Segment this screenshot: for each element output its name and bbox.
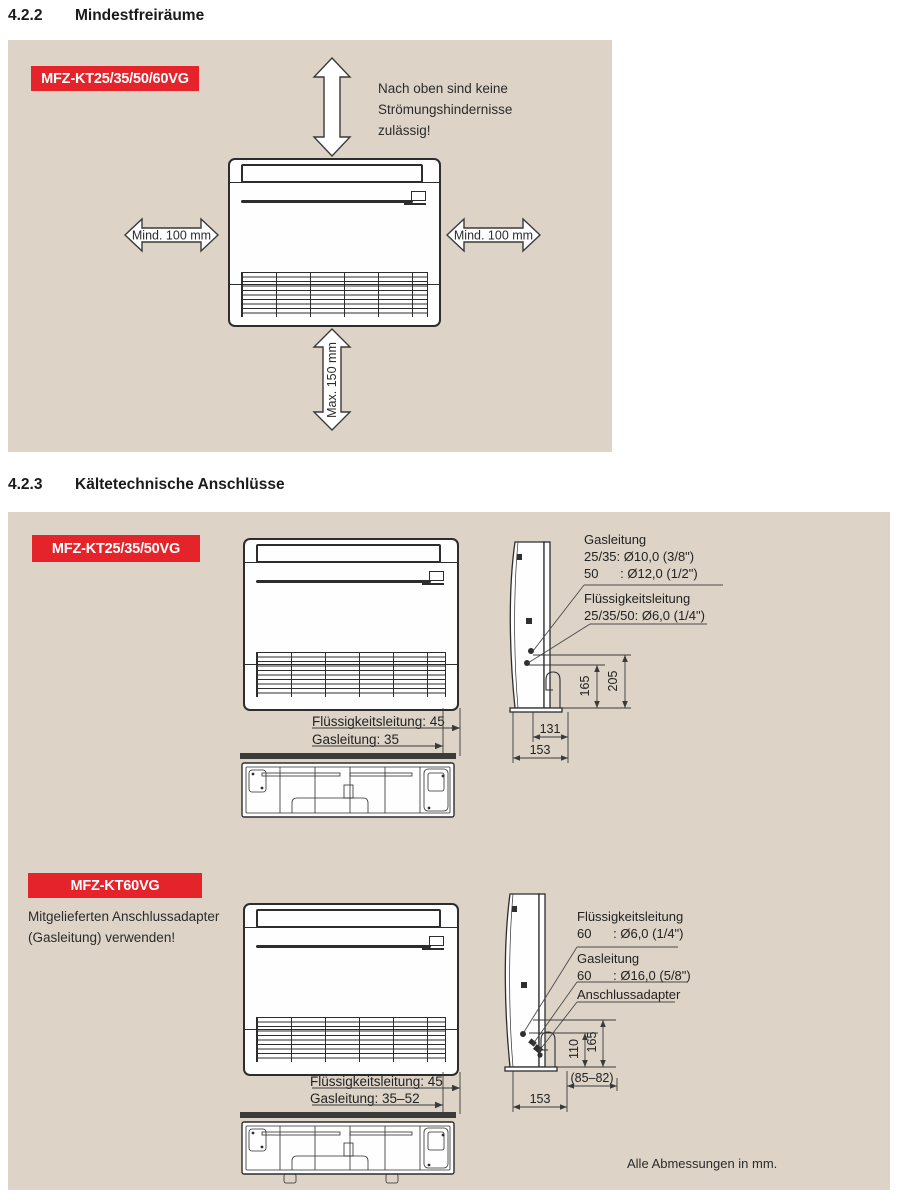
left-clearance-label: Mind. 100 mm (131, 228, 212, 243)
front-panel-groove (256, 580, 431, 583)
front-panel-groove (256, 945, 431, 948)
dimensions-note: Alle Abmessungen in mm. (627, 1156, 778, 1171)
section-number: 4.2.2 (8, 7, 43, 24)
heading-kaeltetechnische-anschluesse (8, 476, 285, 494)
section-number: 4.2.3 (8, 476, 43, 493)
gas-offset-label: Gasleitung: 35–52 (310, 1091, 420, 1106)
left-clearance-arrow-icon (125, 217, 218, 253)
section-title: Mindestfreiräume (75, 7, 205, 24)
indoor-unit-front-view (228, 158, 441, 327)
top-clearance-arrow-icon (310, 58, 354, 156)
dim-85-82: (85–82) (570, 1071, 614, 1085)
display-unit (429, 936, 444, 946)
indoor-unit-front-view (243, 903, 459, 1076)
liquid-pipe-size: 25/35/50: Ø6,0 (1/4") (584, 608, 705, 623)
gas-pipe-title: Gasleitung (584, 532, 647, 547)
model-badge: MFZ-KT60VG (28, 873, 202, 898)
air-intake-grille (241, 272, 428, 317)
dim-153: 153 (529, 743, 551, 757)
dim-153: 153 (529, 1092, 551, 1106)
note-line: Nach oben sind keine (378, 81, 508, 96)
air-outlet-vent (256, 544, 441, 563)
pipe-labels (584, 531, 705, 624)
clearance-panel (8, 40, 612, 452)
liquid-pipe-title: Flüssigkeitsleitung (577, 909, 684, 924)
dim-110: 110 (567, 1039, 581, 1059)
air-outlet-vent (256, 909, 441, 928)
liquid-offset-label: Flüssigkeitsleitung: 45 (312, 714, 445, 729)
gas-pipe-size: 60 : Ø16,0 (5/8") (577, 968, 691, 983)
display-underline (404, 203, 426, 205)
bottom-view-drawing (238, 1110, 458, 1190)
air-intake-grille (256, 1017, 446, 1062)
note-line: (Gasleitung) verwenden! (28, 930, 176, 945)
gas-pipe-size-50: 50 : Ø12,0 (1/2") (584, 566, 698, 581)
air-outlet-vent (241, 164, 423, 183)
liquid-offset-label: Flüssigkeitsleitung: 45 (310, 1074, 443, 1089)
gas-pipe-title: Gasleitung (577, 951, 640, 966)
liquid-pipe-size: 60 : Ø6,0 (1/4") (577, 926, 684, 941)
display-unit (411, 191, 426, 201)
right-clearance-label: Mind. 100 mm (453, 228, 534, 243)
dim-165: 165 (585, 1031, 599, 1053)
panel-seam-line (229, 182, 440, 183)
air-intake-grille (256, 652, 446, 697)
display-underline (422, 948, 444, 950)
bottom-view-drawing (238, 751, 458, 831)
panel-seam-line (244, 927, 458, 928)
dim-165: 165 (578, 675, 592, 697)
note-line: zulässig! (378, 123, 431, 138)
pipe-offset-dim-lines (300, 708, 475, 756)
pipe-labels (577, 908, 691, 1003)
heading-mindestfreiraeume (8, 7, 204, 25)
note-line: Mitgelieferten Anschlussadapter (28, 909, 220, 924)
front-panel-groove (241, 200, 413, 203)
pipe-offset-dim-lines (300, 1072, 475, 1114)
dim-205: 205 (606, 670, 620, 692)
right-clearance-arrow-icon (447, 217, 540, 253)
model-badge: MFZ-KT25/35/50VG (32, 535, 200, 562)
panel-seam-line (244, 562, 458, 563)
indoor-unit-front-view (243, 538, 459, 711)
display-unit (429, 571, 444, 581)
bottom-clearance-arrow-icon (311, 329, 353, 430)
section-title: Kältetechnische Anschlüsse (75, 476, 285, 493)
bottom-clearance-label: Max. 150 mm (325, 342, 339, 418)
display-underline (422, 583, 444, 585)
model-badge: MFZ-KT25/35/50/60VG (31, 66, 199, 91)
note-line: Strömungshindernisse (378, 102, 513, 117)
dim-131: 131 (539, 722, 561, 736)
gas-pipe-size-25-35: 25/35: Ø10,0 (3/8") (584, 549, 695, 564)
top-clearance-note (378, 78, 512, 141)
gas-offset-label: Gasleitung: 35 (312, 732, 400, 747)
adapter-label: Anschlussadapter (577, 987, 681, 1002)
liquid-pipe-title: Flüssigkeitsleitung (584, 591, 691, 606)
adapter-note (28, 906, 219, 948)
